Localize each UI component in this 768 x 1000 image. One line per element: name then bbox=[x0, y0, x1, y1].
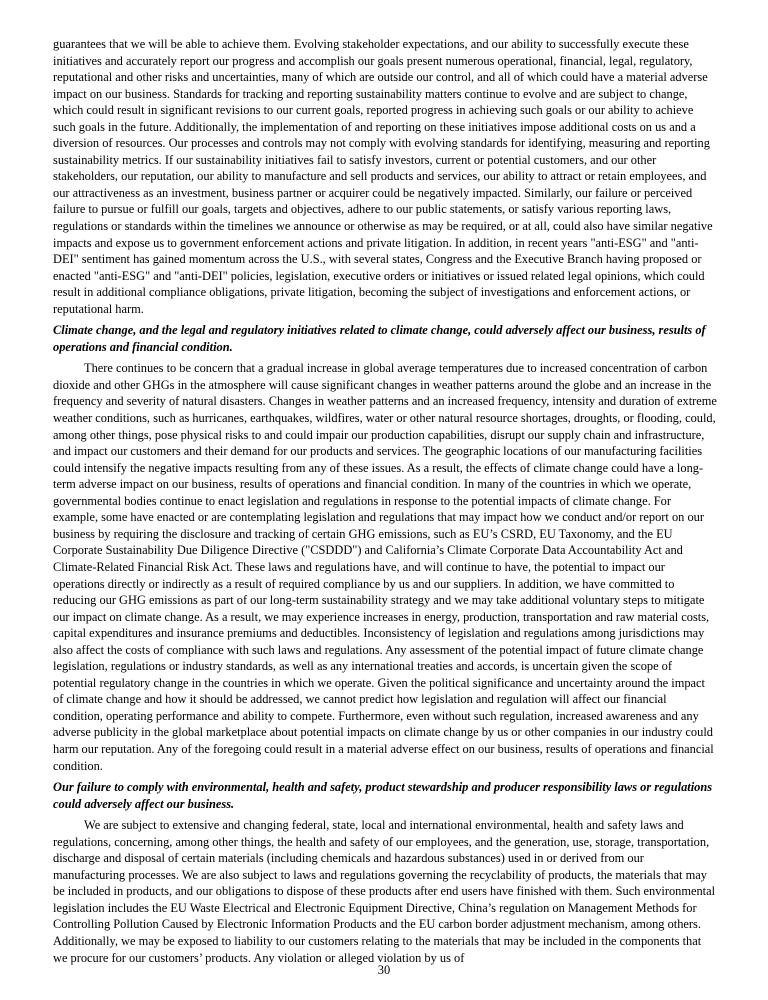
body-paragraph-environmental-compliance: We are subject to extensive and changing federal, state, local and international environmental, health and safety laws and regulations, concerning, among other things, the health and safety of our employees, and the generation, use, storage, transportation, discharge and disposal of certain materials (including chemicals and hazardous substances) used in or derived from our manufacturing processes. We are also subject to laws and regulations governing the recyclability of products, the materials that may be included in products, and our obligations to dispose of these products after end users have finished with them. Such environmental legislation includes the EU Waste Electrical and Electronic Equipment Directive, China’s regulation on Management Methods for Controlling Pollution Caused by Electronic Information Products and the EU carbon border adjustment mechanism, among others. Additionally, we may be exposed to liability to our customers relating to the materials that may be included in the components that we procure for our customers’ products. Any violation or alleged violation by us of bbox=[53, 818, 716, 965]
page-number: 30 bbox=[377, 963, 391, 977]
body-paragraph-climate-change: There continues to be concern that a gradual increase in global average temperatures due to increased concentration of carbon dioxide and other GHGs in the atmosphere will cause significant changes in weather patterns around the globe and an increase in the frequency and severity of natural disasters. Changes in weather patterns and an increased frequency, intensity and duration of extreme weather conditions, such as hurricanes, earthquakes, wildfires, water or other natural resource shortages, droughts, or flooding, could, among other things, pose physical risks to and could impair our production capabilities, disrupt our supply chain and infrastructure, and impact our customers and their demand for our products and services. The geographic locations of our manufacturing facilities could intensify the negative impacts resulting from any of these issues. As a result, the effects of climate change could have a long-term adverse impact on our business, results of operations and financial condition. In many of the countries in which we operate, governmental bodies continue to enact legislation and regulations in response to the potential impacts of climate change. For example, some have enacted or are contemplating legislation and regulations that may impact how we conduct and/or report on our business by requiring the disclosure and tracking of certain GHG emissions, such as EU’s CSRD, EU Taxonomy, and the EU Corporate Sustainability Due Diligence Directive ("CSDDD") and California’s Climate Corporate Data Accountability Act and Climate-Related Financial Risk Act. These laws and regulations have, and will continue to have, the potential to impact our operations directly or indirectly as a result of required compliance by us and our suppliers. In addition, we have committed to reducing our GHG emissions as part of our long-term sustainability strategy and we may take additional voluntary steps to mitigate our impact on climate change. As a result, we may experience increases in energy, production, transportation and raw material costs, capital expenditures and insurance premiums and deductibles. Inconsistency of legislation and regulations among jurisdictions may also affect the costs of compliance with such laws and regulations. Any assessment of the potential impact of future climate change legislation, regulations or industry standards, as well as any international treaties and accords, is uncertain given the scope of potential regulatory change in the countries in which we operate. Given the political significance and uncertainty around the impact of climate change and how it should be addressed, we cannot predict how legislation and regulation will affect our financial condition, operating performance and ability to compete. Furthermore, even without such regulation, increased awareness and any adverse publicity in the global marketplace about potential impacts on climate change by us or other companies in our industry could harm our reputation. Any of the foregoing could result in a material adverse effect on our business, results of operations and financial condition. bbox=[53, 361, 717, 773]
section-heading-environmental-compliance: Our failure to comply with environmental, health and safety, product stewardship and producer responsibility laws or regulations could adversely affect our business. bbox=[53, 780, 713, 811]
document-page bbox=[53, 36, 717, 971]
body-paragraph-sustainability: guarantees that we will be able to achieve them. Evolving stakeholder expectations, and our ability to successfully execute these initiatives and accurately report our progress and accomplish our goals present numerous operational, financial, legal, regulatory, reputational and other risks and uncertainties, many of which are outside our control, and all of which could have a material adverse impact on our business. Standards for tracking and reporting sustainability matters continue to evolve and are subject to change, which could result in significant revisions to our current goals, reported progress in achieving such goals or our ability to achieve such goals in the future. Additionally, the implementation of and reporting on these initiatives impose additional costs on us and a diversion of resources. Our processes and controls may not comply with evolving standards for identifying, measuring and reporting sustainability metrics. If our sustainability initiatives fail to satisfy investors, current or potential customers, and our other stakeholders, our reputation, our ability to manufacture and sell products and services, our ability to attract or retain employees, and our attractiveness as an investment, business partner or acquirer could be negatively impacted. Similarly, our failure or perceived failure to pursue or fulfill our goals, targets and objectives, adhere to our public statements, or satisfy various reporting laws, regulations or standards within the timelines we announce or otherwise as may be required, or at all, could also have similar negative impacts and expose us to government enforcement actions and private litigation. In addition, in recent years "anti-ESG" and "anti-DEI" sentiment has gained momentum across the U.S., with several states, Congress and the Executive Branch having proposed or enacted "anti-ESG" and "anti-DEI" policies, legislation, executive orders or initiatives or issued related legal opinions, which could result in additional compliance obligations, private litigation, becoming the subject of investigations and enforcement actions, or reputational harm. bbox=[53, 37, 713, 316]
section-heading-climate-change: Climate change, and the legal and regulatory initiatives related to climate change, could adversely affect our business, results of operations and financial condition. bbox=[53, 323, 706, 354]
